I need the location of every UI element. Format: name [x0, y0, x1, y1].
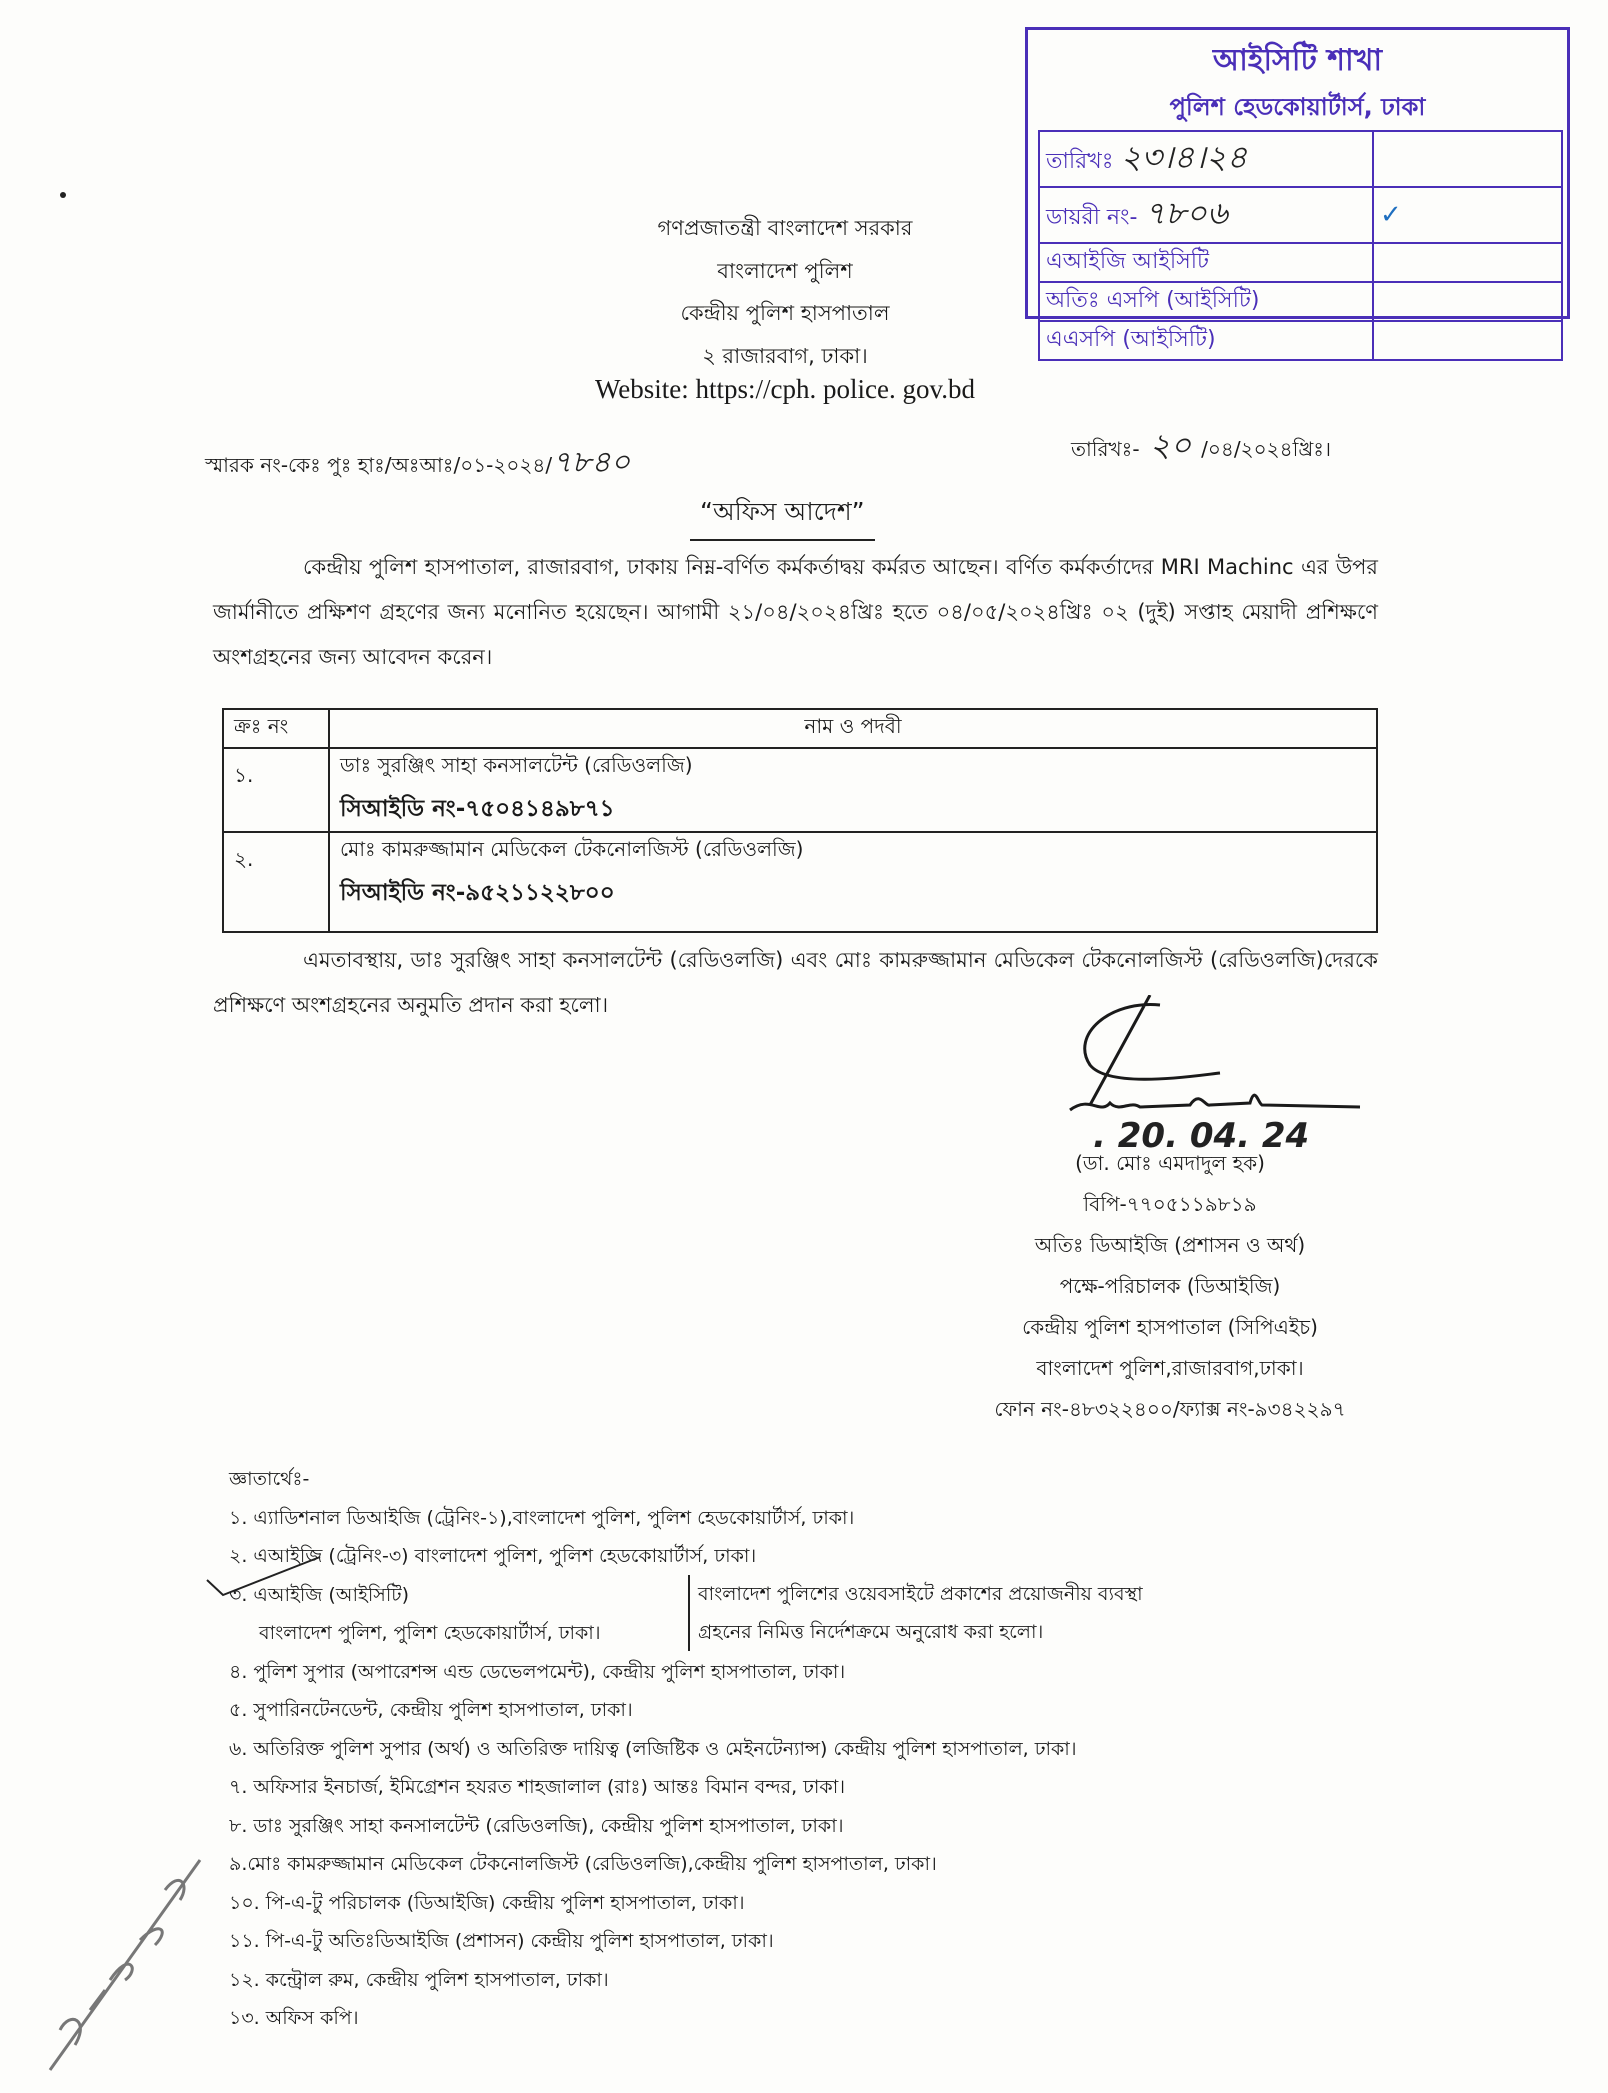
memo-date-prefix: তারিখঃ-: [1071, 437, 1140, 461]
signatory-name: (ডা. মোঃ এমদাদুল হক): [1075, 1151, 1265, 1175]
row-serial: ২.: [223, 832, 329, 932]
memo-ref-prefix: স্মারক নং-কেঃ পুঃ হাঃ/অঃআঃ/০১-২০২৪/: [205, 453, 553, 477]
col-name-designation: নাম ও পদবী: [329, 709, 1377, 748]
table-row: [223, 832, 1377, 932]
header-website: Website: https://cph. police. gov.bd: [594, 374, 976, 404]
header-police: বাংলাদেশ পুলিশ: [717, 259, 853, 283]
stamp-initial: ✓: [1380, 200, 1402, 230]
memo-date-day: ২০: [1149, 426, 1192, 464]
check-mark-icon: [205, 1555, 325, 1605]
cc-item: ৮. ডাঃ সুরঞ্জিৎ সাহা কনসালটেন্ট (রেডিওলজি), কেন্দ্রীয় পুলিশ হাসপাতাল, ঢাকা।: [229, 1814, 844, 1837]
stamp-label: তারিখঃ: [1046, 149, 1114, 174]
stamp-label: অতিঃ এসপি (আইসিটি): [1039, 282, 1373, 321]
row-serial: ১.: [223, 748, 329, 832]
cc-item: ৬. অতিরিক্ত পুলিশ সুপার (অর্থ) ও অতিরিক্ত দায়িত্ব (লজিষ্টিক ও মেইনটেন্যান্স) কেন্দ্রীয় পুলিশ হাসপাতাল, ঢাকা।: [229, 1737, 1077, 1760]
cc-item: ১২. কন্ট্রোল রুম, কেন্দ্রীয় পুলিশ হাসপাতাল, ঢাকা।: [229, 1968, 609, 1991]
cc-heading: জ্ঞাতার্থেঃ-: [229, 1468, 310, 1490]
signatory-address: বাংলাদেশ পুলিশ,রাজারবাগ,ঢাকা।: [1036, 1356, 1304, 1380]
stamp-diary-value: ৭৮০৬: [1144, 194, 1228, 232]
row-name: মোঃ কামরুজ্জামান মেডিকেল টেকনোলজিস্ট (রেডিওলজি): [340, 837, 804, 861]
cc-item: ২. এআইজি (ট্রেনিং-৩) বাংলাদেশ পুলিশ, পুলিশ হেডকোয়ার্টার্স, ঢাকা।: [229, 1545, 757, 1567]
memo-date-rest: /০৪/২০২৪খ্রিঃ।: [1201, 437, 1332, 461]
stamp-title: আইসিটি শাখা: [1212, 43, 1383, 78]
permission-paragraph: এমতাবস্থায়, ডাঃ সুরঞ্জিৎ সাহা কনসালটেন্ট (রেডিওলজি) এবং মোঃ কামরুজ্জামান মেডিকেল টেকনোলজিস্ট (রেডিওলজি)দেরকে প্রশিক্ষণে অংশগ্রহনের অনুমতি প্রদান করা হলো।: [213, 948, 1378, 1017]
header-hospital: কেন্দ্রীয় পুলিশ হাসপাতাল: [680, 301, 890, 325]
row-cid: সিআইডি নং-৯৫২১১২২৮০০: [340, 880, 615, 906]
stamp-subtitle: পুলিশ হেডকোয়ার্টার্স, ঢাকা: [1169, 93, 1426, 121]
memo-reference: [205, 438, 630, 489]
cc-ict-note: [688, 1575, 1143, 1651]
stamp-label: এএসপি (আইসিটি): [1039, 321, 1373, 360]
cc-item-continued: বাংলাদেশ পুলিশ, পুলিশ হেডকোয়ার্টার্স, ঢাকা।: [259, 1622, 601, 1644]
signatory-on-behalf: পক্ষে-পরিচালক (ডিআইজি): [1059, 1274, 1281, 1298]
cc-item: ৩. এআইজি (আইসিটি): [229, 1583, 410, 1606]
row-cid: সিআইডি নং-৭৫০৪১৪৯৮৭১: [340, 796, 615, 822]
stamp-label: এআইজি আইসিটি: [1039, 243, 1373, 282]
signatory-contact: ফোন নং-৪৮৩২২৪০০/ফ্যাক্স নং-৯৩৪২২৯৭: [994, 1397, 1346, 1421]
stamp-row: [1039, 131, 1562, 187]
signature-date: . 20. 04. 24: [1093, 1116, 1310, 1156]
table-row: [223, 748, 1377, 832]
cc-list: [229, 1460, 1077, 2038]
signatory-designation: অতিঃ ডিআইজি (প্রশাসন ও অর্থ): [1034, 1233, 1306, 1257]
cc-note-line: গ্রহনের নিমিত্ত নির্দেশক্রমে অনুরোধ করা হলো।: [698, 1621, 1044, 1643]
stamp-label: ডায়রী নং-: [1046, 205, 1138, 230]
signatory-bp: বিপি-৭৭০৫১১৯৮১৯: [1083, 1192, 1257, 1216]
cc-item: ১. এ্যাডিশনাল ডিআইজি (ট্রেনিং-১),বাংলাদেশ পুলিশ, পুলিশ হেডকোয়ার্টার্স, ঢাকা।: [229, 1506, 855, 1529]
signature-block: [960, 1143, 1380, 1430]
order-paragraph: কেন্দ্রীয় পুলিশ হাসপাতাল, রাজারবাগ, ঢাকায় নিম্ন-বর্ণিত কর্মকর্তাদ্বয় কর্মরত আছেন। বর্ণিত কর্মকর্তাদের MRI Machinc এর উপর জার্মানীতে প্রক্ষিশণ গ্রহণের জন্য মনোনিত হয়েছেন। আগামী ২১/০৪/২০২৪খ্রিঃ হতে ০৪/০৫/২০২৪খ্রিঃ ০২ (দুই) সপ্তাহ মেয়াদী প্রশিক্ষণে অংশগ্রহনের জন্য আবেদন করেন।: [213, 555, 1378, 669]
cc-item: ১০. পি-এ-টু পরিচালক (ডিআইজি) কেন্দ্রীয় পুলিশ হাসপাতাল, ঢাকা।: [229, 1891, 745, 1914]
stamp-date-value: ২৩।৪।২৪: [1120, 138, 1248, 176]
officers-table: [222, 708, 1378, 933]
col-serial: ক্রঃ নং: [223, 709, 329, 748]
cc-item: ১৩. অফিস কপি।: [229, 2007, 359, 2029]
scan-speck: [60, 192, 66, 198]
signatory-office: কেন্দ্রীয় পুলিশ হাসপাতাল (সিপিএইচ): [1022, 1315, 1318, 1339]
cc-item: ৯.মোঃ কামরুজ্জামান মেডিকেল টেকনোলজিস্ট (রেডিওলজি),কেন্দ্রীয় পুলিশ হাসপাতাল, ঢাকা।: [229, 1853, 937, 1875]
header-government: গণপ্রজাতন্ত্রী বাংলাদেশ সরকার: [657, 216, 913, 240]
cc-item: ৫. সুপারিনটেনডেন্ট, কেন্দ্রীয় পুলিশ হাসপাতাল, ঢাকা।: [229, 1699, 633, 1721]
cc-item: ১১. পি-এ-টু অতিঃডিআইজি (প্রশাসন) কেন্দ্রীয় পুলিশ হাসপাতাল, ঢাকা।: [229, 1930, 774, 1952]
header-address: ২ রাজারবাগ, ঢাকা।: [702, 344, 868, 368]
table-header-row: [223, 709, 1377, 748]
handwritten-signature: [1030, 995, 1370, 1125]
memo-ref-number: ৭৮৪০: [552, 445, 631, 480]
cc-note-line: বাংলাদেশ পুলিশের ওয়েবসাইটে প্রকাশের প্রয়োজনীয় ব্যবস্থা: [698, 1583, 1143, 1605]
memo-date: [1071, 420, 1331, 474]
cc-item: ৪. পুলিশ সুপার (অপারেশন্স এন্ড ডেভেলপমেন্ট), কেন্দ্রীয় পুলিশ হাসপাতাল, ঢাকা।: [229, 1660, 846, 1683]
handwritten-note: [30, 1830, 220, 2080]
row-name: ডাঃ সুরঞ্জিৎ সাহা কনসালটেন্ট (রেডিওলজি): [340, 753, 693, 777]
cc-item: ৭. অফিসার ইনচার্জ, ইমিগ্রেশন হযরত শাহজালাল (রাঃ) আন্তঃ বিমান বন্দর, ঢাকা।: [229, 1776, 845, 1798]
office-order-title: “অফিস আদেশ”: [690, 492, 875, 541]
